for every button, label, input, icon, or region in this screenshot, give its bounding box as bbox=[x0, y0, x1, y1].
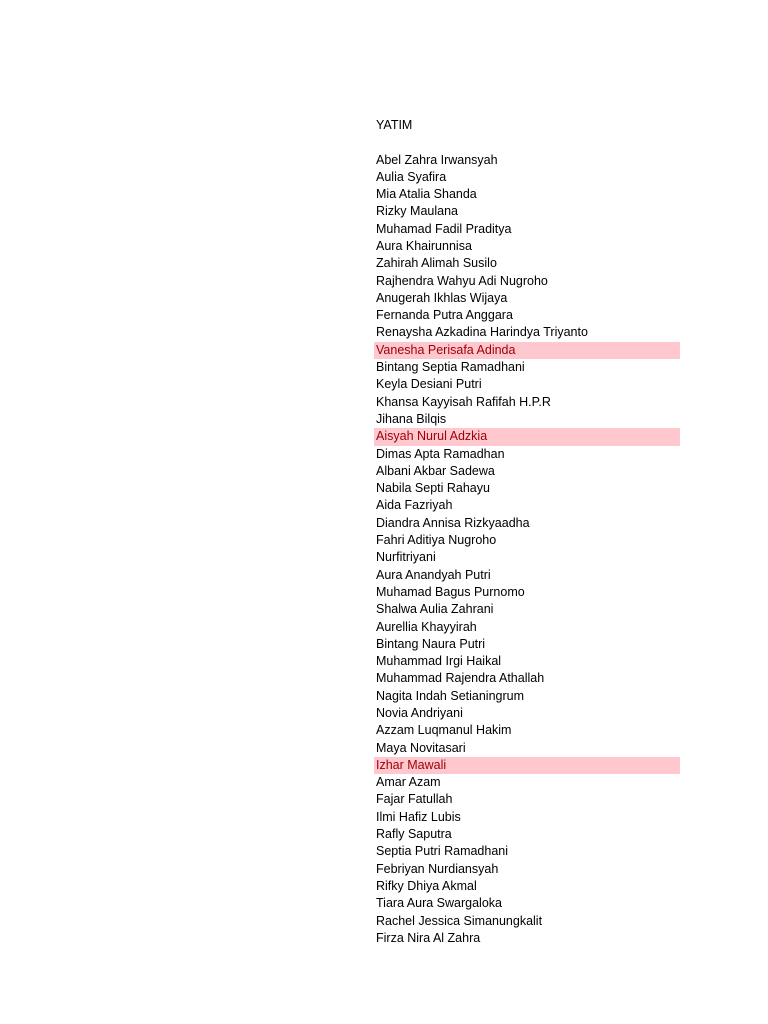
highlighted-name-row: Vanesha Perisafa Adinda bbox=[374, 342, 680, 359]
name-row: Nabila Septi Rahayu bbox=[376, 481, 490, 496]
name-row: Rachel Jessica Simanungkalit bbox=[376, 913, 543, 928]
name-row: Zahirah Alimah Susilo bbox=[376, 256, 497, 271]
name-row: Jihana Bilqis bbox=[376, 411, 447, 426]
name-row: Tiara Aura Swargaloka bbox=[376, 896, 502, 911]
name-row: Rajhendra Wahyu Adi Nugroho bbox=[376, 273, 548, 288]
name-row: Amar Azam bbox=[376, 775, 441, 790]
name-row: Aida Fazriyah bbox=[376, 498, 453, 513]
name-row: Firza Nira Al Zahra bbox=[376, 930, 481, 945]
name-row: Mia Atalia Shanda bbox=[376, 187, 477, 202]
name-row: Albani Akbar Sadewa bbox=[376, 463, 495, 478]
name-row: Muhamad Fadil Praditya bbox=[376, 221, 512, 236]
name-row: Fernanda Putra Anggara bbox=[376, 308, 513, 323]
name-row: Fahri Aditiya Nugroho bbox=[376, 533, 497, 548]
name-row: Fajar Fatullah bbox=[376, 792, 453, 807]
highlighted-name-row: Aisyah Nurul Adzkia bbox=[374, 428, 680, 445]
name-row: Anugerah Ikhlas Wijaya bbox=[376, 290, 508, 305]
name-row: Aulia Syafira bbox=[376, 169, 447, 184]
name-row: Rifky Dhiya Akmal bbox=[376, 878, 477, 893]
name-row: Maya Novitasari bbox=[376, 740, 466, 755]
name-row: Febriyan Nurdiansyah bbox=[376, 861, 499, 876]
name-row: Aurellia Khayyirah bbox=[376, 619, 477, 634]
name-row: Azzam Luqmanul Hakim bbox=[376, 723, 512, 738]
name-row: Muhamad Bagus Purnomo bbox=[376, 584, 525, 599]
name-row: Muhammad Irgi Haikal bbox=[376, 654, 502, 669]
name-row: Aura Khairunnisa bbox=[376, 238, 472, 253]
name-row: Rafly Saputra bbox=[376, 827, 452, 842]
name-list bbox=[374, 152, 680, 948]
name-row: Novia Andriyani bbox=[376, 706, 463, 720]
name-row: Dimas Apta Ramadhan bbox=[376, 446, 505, 461]
name-row: Keyla Desiani Putri bbox=[376, 377, 482, 392]
name-row: Ilmi Hafiz Lubis bbox=[376, 809, 461, 824]
name-row: Diandra Annisa Rizkyaadha bbox=[376, 515, 530, 530]
name-row: Bintang Septia Ramadhani bbox=[376, 360, 525, 375]
name-row: Nurfitriyani bbox=[376, 550, 436, 565]
name-row: Abel Zahra Irwansyah bbox=[376, 152, 498, 167]
name-row: Rizky Maulana bbox=[376, 204, 458, 219]
name-row: Aura Anandyah Putri bbox=[376, 567, 491, 582]
name-row: Khansa Kayyisah Rafifah H.P.R bbox=[376, 394, 551, 409]
name-row: Shalwa Aulia Zahrani bbox=[376, 602, 494, 617]
name-row: Nagita Indah Setianingrum bbox=[376, 688, 525, 703]
name-row: Muhammad Rajendra Athallah bbox=[376, 671, 545, 686]
list-heading: YATIM bbox=[376, 118, 413, 132]
name-row: Bintang Naura Putri bbox=[376, 636, 486, 651]
name-row: Renaysha Azkadina Harindya Triyanto bbox=[376, 325, 588, 340]
name-row: Septia Putri Ramadhani bbox=[376, 844, 509, 859]
highlighted-name-row: Izhar Mawali bbox=[374, 757, 680, 774]
